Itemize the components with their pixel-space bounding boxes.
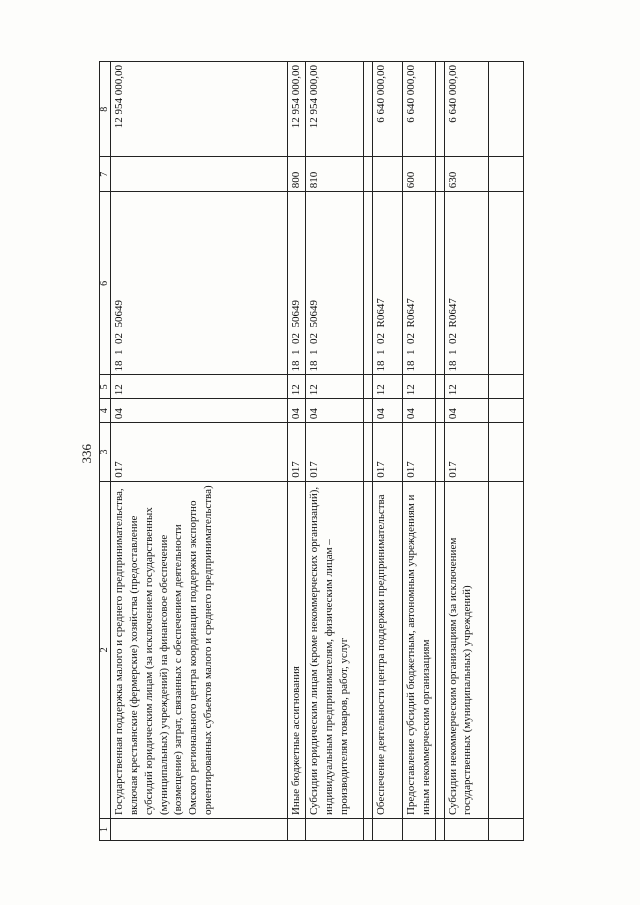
ved-cell: 017 [444,423,488,482]
amount-cell: 6 640 000,00 [444,62,488,157]
header-cell: 4 [100,399,111,423]
csr-cell: 18 1 02 R0647 [372,192,402,375]
pr-cell: 12 [111,375,288,399]
row-name: Предоставление субсидий бюджетным, автономным учреждениям и иным некоммерческим организациям [402,481,435,818]
header-cell: 3 [100,423,111,482]
rz-cell: 04 [402,399,435,423]
amount-cell: 6 640 000,00 [372,62,402,157]
table-row [372,62,402,841]
header-cell: 1 [100,819,111,841]
header-row [100,62,111,841]
vr-cell: 600 [402,157,435,192]
filler-row [488,62,523,841]
csr-cell: 18 1 02 50649 [111,192,288,375]
header-cell: 2 [100,481,111,818]
amount-cell: 12 954 000,00 [305,62,363,157]
amount-cell: 6 640 000,00 [402,62,435,157]
row-name: Обеспечение деятельности центра поддержки предпринимательства [372,481,402,818]
spacer-row [435,62,444,841]
table-row [111,62,288,841]
ved-cell: 017 [372,423,402,482]
rz-cell: 04 [444,399,488,423]
amount-cell: 12 954 000,00 [111,62,288,157]
pr-cell: 12 [402,375,435,399]
ved-cell: 017 [305,423,363,482]
amount-cell: 12 954 000,00 [288,62,306,157]
table-row [444,62,488,841]
rz-cell: 04 [305,399,363,423]
pr-cell: 12 [372,375,402,399]
rz-cell: 04 [111,399,288,423]
ved-cell: 017 [288,423,306,482]
csr-cell: 18 1 02 50649 [305,192,363,375]
row-name: Субсидии некоммерческим организациям (за исключением государственных (муниципальных) учреждений) [444,481,488,818]
vr-cell: 630 [444,157,488,192]
table-row [402,62,435,841]
vr-cell [372,157,402,192]
table-row [288,62,306,841]
pr-cell: 12 [305,375,363,399]
table-row [305,62,363,841]
header-cell: 6 [100,192,111,375]
csr-cell: 18 1 02 R0647 [402,192,435,375]
csr-cell: 18 1 02 R0647 [444,192,488,375]
header-cell: 5 [100,375,111,399]
vr-cell: 810 [305,157,363,192]
spacer-row [363,62,372,841]
budget-table [99,61,524,841]
header-cell: 8 [100,62,111,157]
page-number: 336 [79,444,94,464]
vr-cell [111,157,288,192]
budget-table-container [99,61,524,841]
header-cell: 7 [100,157,111,192]
pr-cell: 12 [444,375,488,399]
row-name: Субсидии юридическим лицам (кроме некоммерческих организаций), индивидуальным предпринимателям, физическим лицам – производителям товаров, работ, услуг [305,481,363,818]
row-name: Государственная поддержка малого и среднего предпринимательства, включая крестьянские (фермерские) хозяйства (предоставление субсидий юридическим лицам (за исключением государственных (муниципальных) учреждений) на финансовое обеспечение (возмещение) затрат, связанных с обеспечением деятельности Омского регионального центра координации поддержки экспортно ориентированных субъектов малого и среднего предпринимательства) [111,481,288,818]
csr-cell: 18 1 02 50649 [288,192,306,375]
ved-cell: 017 [111,423,288,482]
rz-cell: 04 [372,399,402,423]
ved-cell: 017 [402,423,435,482]
pr-cell: 12 [288,375,306,399]
rz-cell: 04 [288,399,306,423]
row-name: Иные бюджетные ассигнования [288,481,306,818]
vr-cell: 800 [288,157,306,192]
